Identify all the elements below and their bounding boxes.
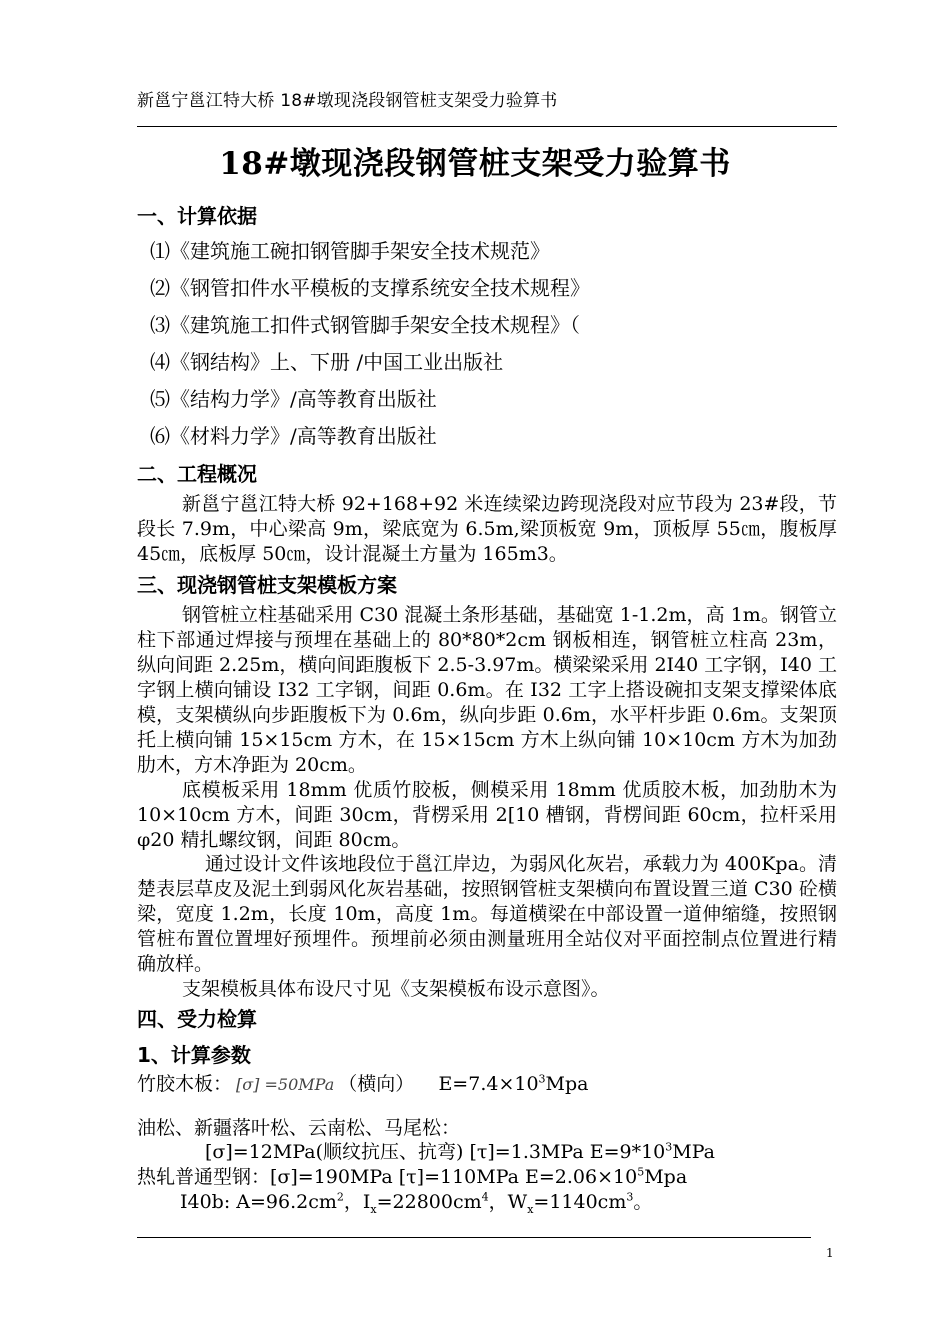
i40-wx-sub: x [527, 1202, 534, 1216]
pine-params [205, 1137, 715, 1164]
bamboo-direction: （横向） [338, 1073, 415, 1095]
bamboo-modulus: E=7.4×10 [438, 1073, 539, 1095]
reference-item: ⑶《建筑施工扣件式钢管脚手架安全技术规程》（ [150, 313, 580, 337]
steel-exp: 5 [637, 1165, 645, 1179]
i40-area: I40b: A=96.2cm [180, 1191, 337, 1213]
scheme-paragraph-2: 底模板采用 18mm 优质竹胶板，侧模采用 18mm 优质胶木板，加劲肋木为 10×10cm 方木，间距 30cm，背楞采用 2[10 槽钢，背楞间距 60cm，拉杆采用 φ20 精扎螺纹钢，间距 80cm。 [137, 779, 837, 851]
header-divider [137, 126, 837, 127]
bamboo-plywood-params [137, 1069, 589, 1096]
reference-item: ⑴《建筑施工碗扣钢管脚手架安全技术规范》 [150, 239, 550, 263]
i40-ix-label: ，I [343, 1191, 371, 1213]
reference-item: ⑵《钢管扣件水平模板的支撑系统安全技术规程》 [150, 276, 590, 300]
scheme-paragraph-4: 支架模板具体布设尺寸见《支架模板布设示意图》。 [182, 978, 610, 1000]
i40-end: 。 [633, 1191, 653, 1213]
steel-unit: Mpa [644, 1166, 688, 1188]
section-heading-scheme: 三、现浇钢管桩支架模板方案 [137, 573, 397, 597]
pine-exp: 3 [665, 1140, 673, 1154]
i40b-params [180, 1187, 652, 1214]
i40-ix-value: =22800cm [376, 1191, 482, 1213]
reference-item: ⑷《钢结构》上、下册 /中国工业出版社 [150, 350, 504, 374]
i40-ix-sub: x [370, 1202, 377, 1216]
page-number: 1 [826, 1246, 834, 1260]
bamboo-modulus-exp: 3 [538, 1072, 546, 1086]
pine-label: 油松、新疆落叶松、云南松、马尾松： [137, 1117, 461, 1139]
footer-divider [137, 1237, 811, 1238]
document-title: 18#墩现浇段钢管桩支架受力验算书 [219, 146, 731, 182]
i40-wx-value: =1140cm [533, 1191, 627, 1213]
pine-values: [σ]=12MPa(顺纹抗压、抗弯) [τ]=1.3MPa E=9*10 [205, 1141, 666, 1163]
i40-wx-label: ，W [488, 1191, 528, 1213]
subsection-heading-params: 1、计算参数 [137, 1043, 251, 1067]
steel-values: 热轧普通型钢：[σ]=190MPa [τ]=110MPa E=2.06×10 [137, 1166, 638, 1188]
i40-wx-exp: 3 [626, 1190, 634, 1204]
reference-item: ⑸《结构力学》/高等教育出版社 [150, 387, 437, 411]
steel-params [137, 1162, 687, 1189]
overview-paragraph: 新邕宁邕江特大桥 92+168+92 米连续梁边跨现浇段对应节段为 23#段，节段长 7.9m，中心梁高 9m，梁底宽为 6.5m,梁顶板宽 9m，顶板厚 55㎝，腹板厚 45㎝，底板厚 50㎝，设计混凝土方量为 165m3。 [137, 493, 837, 565]
bamboo-modulus-unit: Mpa [545, 1073, 589, 1095]
section-heading-check: 四、受力检算 [137, 1007, 257, 1031]
section-heading-overview: 二、工程概况 [137, 462, 257, 486]
scheme-paragraph-3: 通过设计文件该地段位于邕江岸边，为弱风化灰岩，承载力为 400Kpa。清楚表层草皮及泥土到弱风化灰岩基础，按照钢管桩支架横向布置设置三道 C30 砼横梁，宽度 1.2m，长度 10m，高度 1m。每道横梁在中部设置一道伸缩缝，按照钢管桩布置位置埋好预埋件。预埋前必须由测量班用全站仪对平面控制点位置进行精确放样。 [137, 853, 837, 975]
allowable-stress-formula: [σ] =50MPa [236, 1075, 335, 1094]
bamboo-label: 竹胶木板： [137, 1073, 233, 1095]
pine-unit: MPa [672, 1141, 715, 1163]
section-heading-basis: 一、计算依据 [137, 204, 257, 228]
i40-area-exp: 2 [336, 1190, 344, 1204]
scheme-paragraph-1: 钢管桩立柱基础采用 C30 混凝土条形基础，基础宽 1-1.2m，高 1m。钢管立柱下部通过焊接与预埋在基础上的 80*80*2cm 钢板相连，钢管桩立柱高 23m，纵向间距 2.25m，横向间距腹板下 2.5-3.97m。横梁梁采用 2I40 工字钢，I40 工字钢上横向铺设 I32 工字钢，间距 0.6m。在 I32 工字上搭设碗扣支架支撑梁体底模，支架横纵向步距腹板下为 0.6m，纵向步距 0.6m，水平杆步距 0.6m。支架顶托上横向铺 15×15cm 方木，在 15×15cm 方木上纵向铺 10×10cm 方木为加劲肋木，方木净距为 20cm。 [137, 604, 837, 776]
reference-item: ⑹《材料力学》/高等教育出版社 [150, 424, 437, 448]
i40-ix-exp: 4 [481, 1190, 489, 1204]
running-header: 新邕宁邕江特大桥 18#墩现浇段钢管桩支架受力验算书 [137, 91, 558, 111]
